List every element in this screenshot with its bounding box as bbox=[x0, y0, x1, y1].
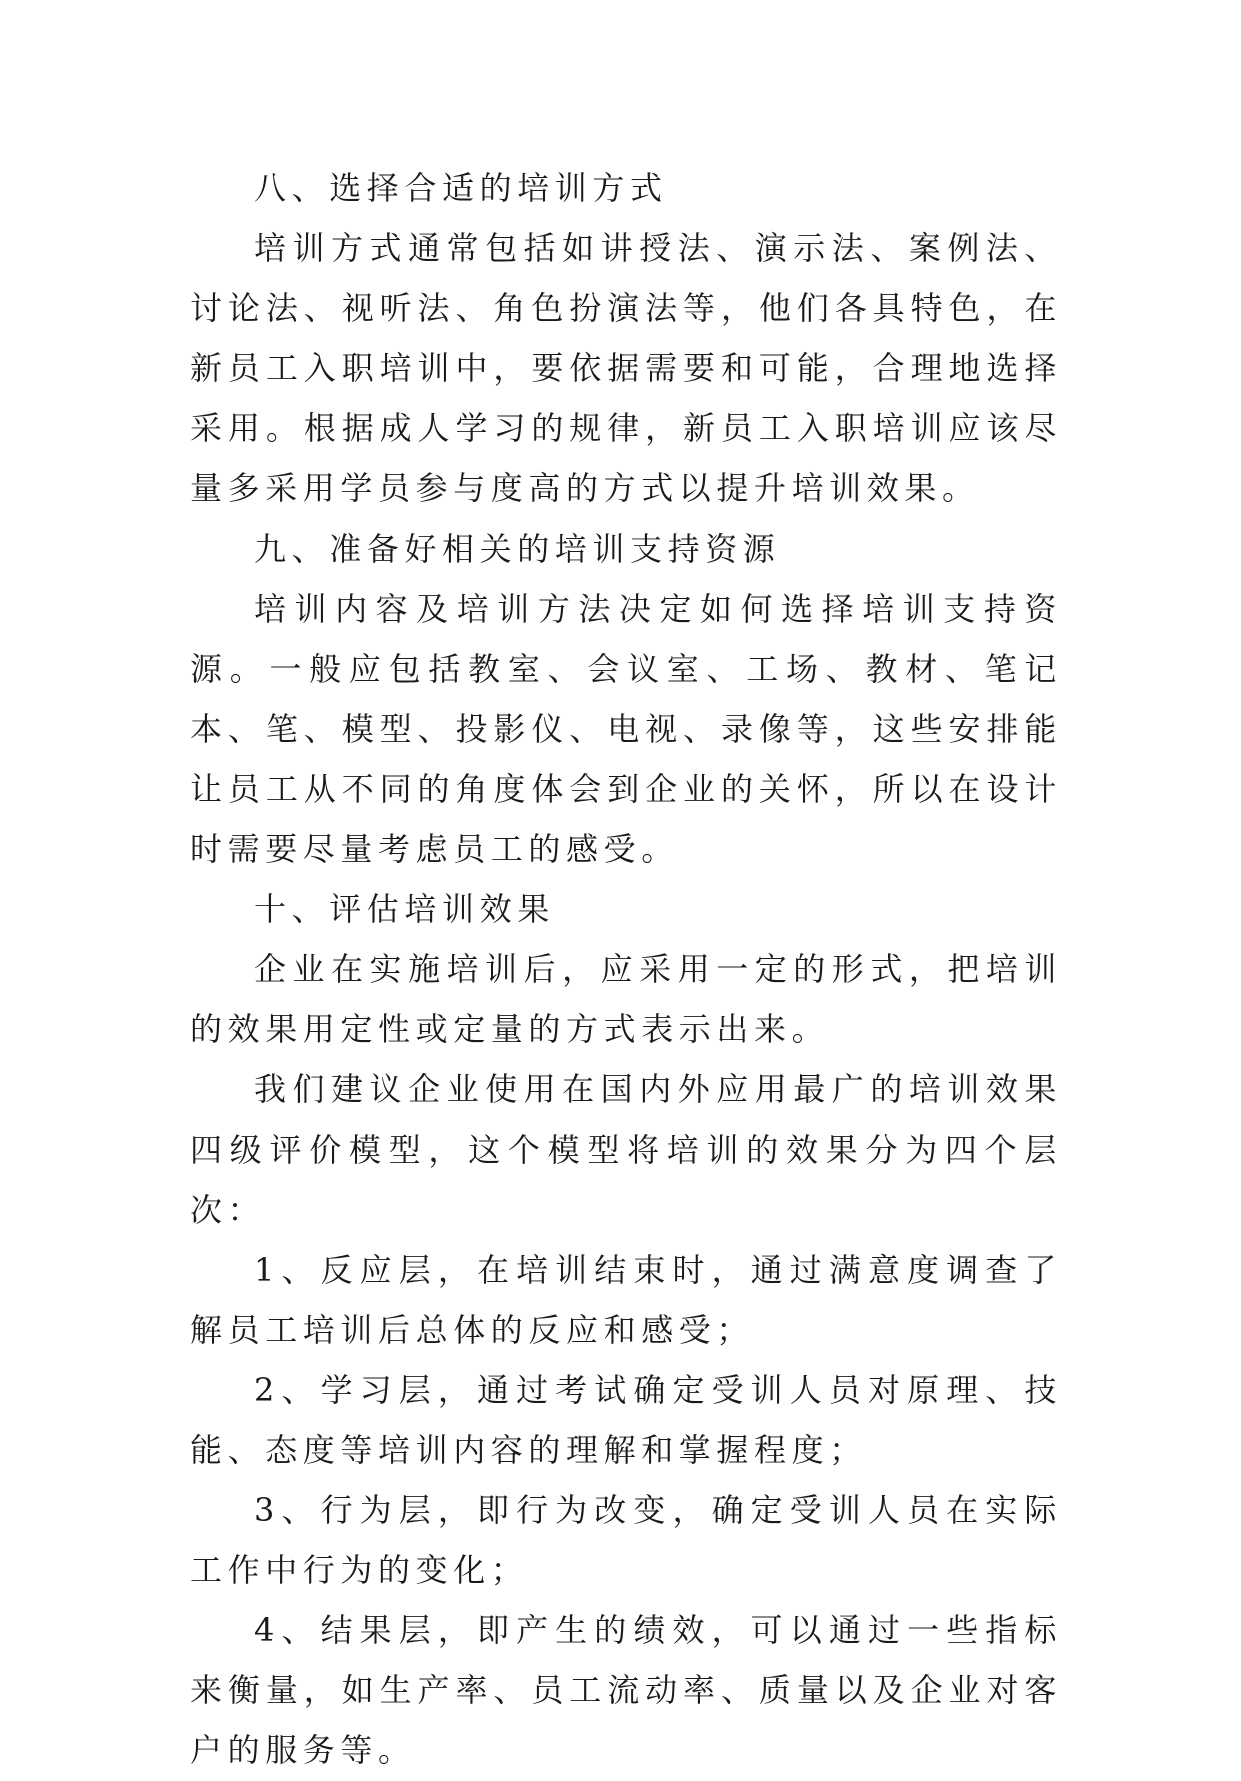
list-item-results-level: 4、结果层，即产生的绩效，可以通过一些指标来衡量，如生产率、员工流动率、质量以及企业对客户的服务等。 bbox=[190, 1611, 1062, 1770]
list-item-learning-level: 2、学习层，通过考试确定受训人员对原理、技能、态度等培训内容的理解和掌握程度； bbox=[190, 1370, 1062, 1469]
section-heading-8: 八、选择合适的培训方式 bbox=[254, 169, 668, 207]
paragraph-four-level-model: 我们建议企业使用在国内外应用最广的培训效果四级评价模型，这个模型将培训的效果分为四个层次： bbox=[190, 1070, 1062, 1229]
section-heading-9: 九、准备好相关的培训支持资源 bbox=[254, 529, 781, 568]
paragraph-training-methods: 培训方式通常包括如讲授法、演示法、案例法、讨论法、视听法、角色扮演法等，他们各具特色，在新员工入职培训中，要依据需要和可能，合理地选择采用。根据成人学习的规律，新员工入职培训应该尽量多采用学员参与度高的方式以提升培训效果。 bbox=[190, 229, 1062, 508]
paragraph-evaluation: 企业在实施培训后，应采用一定的形式，把培训的效果用定性或定量的方式表示出来。 bbox=[190, 950, 1062, 1049]
paragraph-support-resources: 培训内容及培训方法决定如何选择培训支持资源。一般应包括教室、会议室、工场、教材、笔记本、笔、模型、投影仪、电视、录像等，这些安排能让员工从不同的角度体会到企业的关怀，所以在设计时需要尽量考虑员工的感受。 bbox=[190, 589, 1062, 869]
document-body bbox=[190, 158, 1062, 1781]
section-heading-10: 十、评估培训效果 bbox=[254, 890, 555, 929]
list-item-behavior-level: 3、行为层，即行为改变，确定受训人员在实际工作中行为的变化； bbox=[190, 1491, 1062, 1590]
list-item-reaction-level: 1、反应层，在培训结束时，通过满意度调查了解员工培训后总体的反应和感受； bbox=[190, 1250, 1062, 1349]
